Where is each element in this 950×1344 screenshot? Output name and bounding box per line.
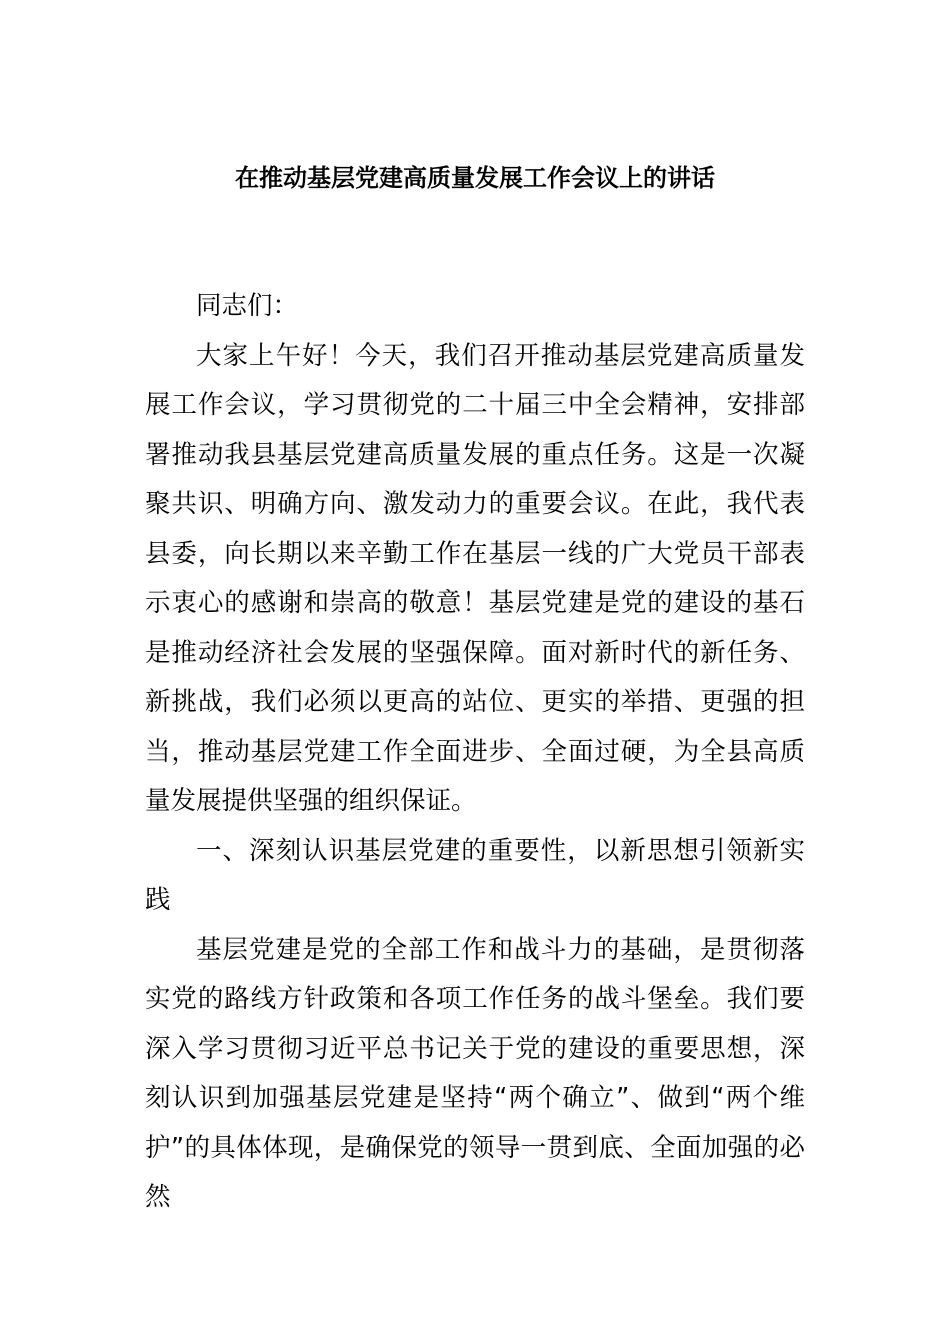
salutation: 同志们： <box>196 291 299 321</box>
paragraph-opening: 大家上午好！今天，我们召开推动基层党建高质量发展工作会议，学习贯彻党的二十届三中全会精神，安排部署推动我县基层党建高质量发展的重点任务。这是一次凝聚共识、明确方向、激发动力的重要会议。在此，我代表县委，向长期以来辛勤工作在基层一线的广大党员干部表示衷心的感谢和崇高的敬意！基层党建是党的建设的基石是推动经济社会发展的坚强保障。面对新时代的新任务、新挑战，我们必须以更高的站位、更实的举措、更强的担当，推动基层党建工作全面进步、全面过硬，为全县高质量发展提供坚强的组织保证。 <box>145 340 805 816</box>
document-body <box>145 282 805 1223</box>
section-heading-1: 一、深刻认识基层党建的重要性，以新思想引领新实践 <box>145 835 805 915</box>
document-title: 在推动基层党建高质量发展工作会议上的讲话 <box>235 164 715 192</box>
paragraph-section-1: 基层党建是党的全部工作和战斗力的基础，是贯彻落实党的路线方针政策和各项工作任务的战斗堡垒。我们要深入学习贯彻习近平总书记关于党的建设的重要思想，深刻认识到加强基层党建是坚持“两个确立”、做到“两个维护”的具体体现，是确保党的领导一贯到底、全面加强的必然 <box>145 934 805 1212</box>
